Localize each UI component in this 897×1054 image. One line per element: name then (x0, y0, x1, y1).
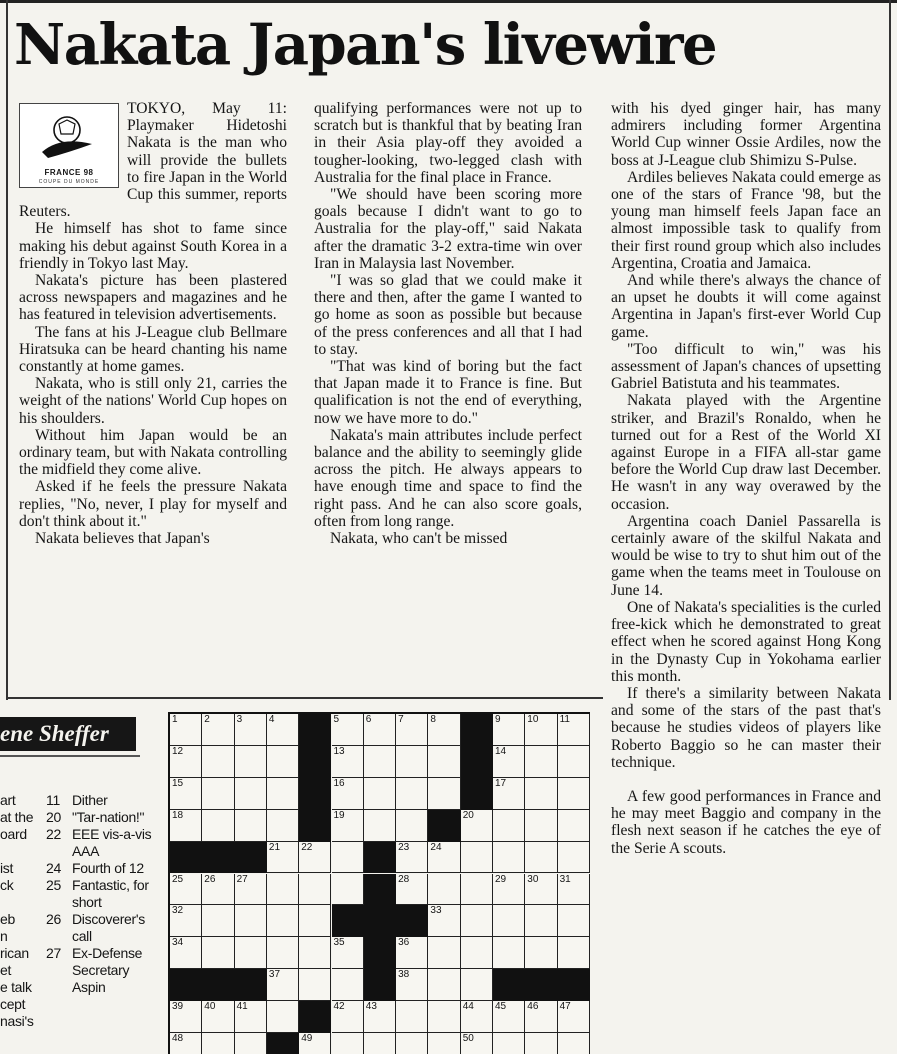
paragraph: Without him Japan would be an ordinary team, but with Nakata controlling the midfield they come alive. (19, 426, 287, 479)
cell-number: 20 (462, 809, 474, 821)
grid-cell[interactable] (202, 1033, 234, 1054)
paragraph: Nakata, who can't be missed (330, 530, 508, 548)
grid-cell[interactable] (493, 1033, 525, 1054)
grid-cell[interactable] (170, 1001, 202, 1033)
cell-number: 41 (236, 1001, 248, 1013)
grid-cell[interactable] (170, 714, 202, 746)
grid-cell[interactable] (267, 810, 299, 842)
black-square (267, 1033, 299, 1054)
grid-cell[interactable] (493, 746, 525, 778)
grid-cell[interactable] (235, 937, 267, 969)
black-square (396, 905, 428, 937)
cell-number: 21 (268, 841, 281, 853)
grid-cell[interactable] (235, 810, 267, 842)
grid-cell[interactable] (235, 778, 267, 810)
grid-cell[interactable] (525, 1033, 557, 1054)
black-square (461, 714, 493, 746)
cell-number: 30 (527, 873, 539, 885)
grid-cell[interactable] (235, 1001, 267, 1033)
grid-cell[interactable] (267, 937, 299, 969)
paragraph: If there's a similarity between Nakata and some of the stars of the past that's because he studies videos of players like Roberto Baggio so he can master their technique. (611, 684, 881, 771)
grid-cell[interactable] (267, 842, 299, 874)
grid-cell[interactable] (428, 1033, 460, 1054)
grid-cell[interactable] (299, 842, 331, 874)
grid-cell[interactable] (396, 1001, 428, 1033)
clue-number: 24 (46, 860, 61, 876)
black-square (364, 905, 396, 937)
clue-text: Fourth of 12 (72, 860, 144, 876)
paragraph: Nakata believes that Japan's (35, 530, 210, 548)
grid-cell[interactable] (202, 746, 234, 778)
clue-fragment: n (0, 928, 8, 944)
right-column-rule (889, 0, 891, 700)
grid-cell[interactable] (364, 778, 396, 810)
black-square (525, 969, 557, 1001)
black-square (202, 969, 234, 1001)
black-square (364, 969, 396, 1001)
paragraph: "Too difficult to win," was his assessment of Japan's chances of upsetting Gabriel Batistuta and his teammates. (611, 340, 881, 393)
paragraph: And while there's always the chance of an upset he doubts it will come against Argentina in Japan's first-ever World Cup game. (611, 272, 881, 341)
cell-number: 27 (236, 873, 248, 885)
grid-cell[interactable] (202, 874, 234, 906)
black-square (332, 905, 364, 937)
cell-number: 48 (172, 1033, 184, 1044)
paragraph: "That was kind of boring but the fact that Japan made it to France is fine. But qualification is not the end of everything, now we have more to do." (314, 358, 582, 427)
cell-number: 46 (527, 1001, 539, 1013)
clue-fragment: ist (0, 860, 14, 876)
clue-fragment: oard (0, 826, 27, 842)
cell-number: 26 (204, 873, 216, 885)
cell-number: 6 (365, 714, 372, 725)
grid-cell[interactable] (461, 905, 493, 937)
clue-text: Discoverer's call (72, 911, 145, 944)
grid-cell[interactable] (428, 937, 460, 969)
grid-cell[interactable] (525, 746, 557, 778)
clue-item (46, 860, 164, 877)
clue-fragment: at the (0, 809, 34, 825)
grid-cell[interactable] (299, 937, 331, 969)
article-column-3 (611, 100, 881, 857)
cell-number: 32 (172, 905, 184, 917)
grid-cell[interactable] (267, 714, 299, 746)
grid-cell[interactable] (525, 937, 557, 969)
grid-cell[interactable] (332, 746, 364, 778)
clue-fragment: rican (0, 945, 29, 961)
paragraph: TOKYO, May 11: Playmaker Hidetoshi Nakata is the man who will provide the bullets to fire Japan in the World Cup this summer, reports Reuters. (19, 100, 287, 221)
grid-cell[interactable] (396, 810, 428, 842)
grid-cell[interactable] (235, 905, 267, 937)
grid-cell[interactable] (202, 905, 234, 937)
paragraph: Asked if he feels the pressure Nakata replies, "No, never, I play for myself and don't think about it." (19, 478, 287, 530)
grid-cell[interactable] (202, 778, 234, 810)
black-square (235, 969, 267, 1001)
grid-cell[interactable] (170, 937, 202, 969)
clue-number: 11 (46, 792, 60, 808)
grid-cell[interactable] (170, 874, 202, 906)
paragraph: with his dyed ginger hair, has many admirers including former Argentina World Cup winner Ossie Ardiles, now the boss at J-League club Shimizu S-Pulse. (611, 100, 881, 169)
grid-cell[interactable] (558, 714, 590, 746)
black-square (364, 937, 396, 969)
crossword-byline: ene Sheffer (0, 717, 136, 751)
world-cup-emblem-icon (40, 112, 94, 160)
grid-cell[interactable] (428, 874, 460, 906)
grid-cell[interactable] (461, 1033, 493, 1054)
cell-number: 2 (204, 714, 210, 725)
left-column-rule (6, 0, 8, 700)
headline: Nakata Japan's livewire (14, 12, 717, 78)
cell-number: 10 (527, 714, 539, 725)
cell-number: 24 (430, 841, 442, 853)
grid-cell[interactable] (170, 905, 202, 937)
grid-cell[interactable] (396, 778, 428, 810)
grid-cell[interactable] (493, 1001, 525, 1033)
cell-number: 5 (333, 714, 340, 725)
black-square (364, 842, 396, 874)
grid-cell[interactable] (428, 905, 460, 937)
cell-number: 25 (172, 873, 184, 885)
clue-fragment (0, 894, 46, 911)
cell-number: 14 (495, 745, 507, 757)
cell-number: 29 (495, 873, 507, 885)
paragraph: The fans at his J-League club Bellmare Hiratsuka can be heard chanting his name constantly at home games. (19, 323, 287, 376)
grid-cell[interactable] (558, 778, 590, 810)
grid-cell[interactable] (493, 937, 525, 969)
black-square (299, 746, 331, 778)
cell-number: 28 (398, 873, 410, 885)
logo-text: FRANCE 98 (44, 168, 94, 177)
grid-cell[interactable] (461, 874, 493, 906)
clue-text: EEE vis-a-vis AAA (72, 826, 152, 859)
cell-number: 37 (268, 969, 281, 981)
grid-cell[interactable] (461, 969, 493, 1001)
paragraph: He himself has shot to fame since making his debut against South Korea in a friendly in Tokyo last May. (19, 220, 287, 272)
grid-cell[interactable] (493, 842, 525, 874)
cell-number: 18 (172, 809, 184, 821)
clue-fragment: et (0, 962, 12, 978)
article-column-2 (314, 100, 582, 547)
cell-number: 22 (301, 841, 313, 853)
cell-number: 43 (365, 1001, 377, 1013)
grid-cell[interactable] (525, 842, 557, 874)
cell-number: 31 (559, 873, 571, 885)
clue-number: 22 (46, 826, 61, 842)
cell-number: 40 (204, 1001, 216, 1013)
grid-cell[interactable] (299, 905, 331, 937)
grid-cell[interactable] (396, 937, 428, 969)
grid-cell[interactable] (332, 1001, 364, 1033)
cell-number: 12 (172, 745, 184, 757)
paragraph: Ardiles believes Nakata could emerge as one of the stars of France '98, but the young man himself feels Japan face an almost impossible task to qualify from their first round group which also includes Argentina, Croatia and Jamaica. (611, 168, 881, 272)
grid-cell[interactable] (558, 1001, 590, 1033)
grid-cell[interactable] (461, 1001, 493, 1033)
grid-cell[interactable] (396, 874, 428, 906)
grid-cell[interactable] (558, 937, 590, 969)
black-square (461, 746, 493, 778)
grid-cell[interactable] (267, 778, 299, 810)
grid-cell[interactable] (202, 937, 234, 969)
grid-cell[interactable] (170, 1033, 202, 1054)
grid-cell[interactable] (493, 810, 525, 842)
cell-number: 33 (430, 905, 442, 917)
cell-number: 34 (172, 937, 184, 949)
cell-number: 13 (333, 745, 345, 757)
clue-number: 25 (46, 877, 61, 893)
grid-cell[interactable] (332, 810, 364, 842)
crossword-down-clues (46, 792, 164, 996)
grid-cell[interactable] (428, 746, 460, 778)
grid-cell[interactable] (364, 1033, 396, 1054)
grid-cell[interactable] (364, 714, 396, 746)
grid-cell[interactable] (461, 937, 493, 969)
black-square (428, 810, 460, 842)
grid-cell[interactable] (332, 937, 364, 969)
grid-cell[interactable] (428, 842, 460, 874)
cell-number: 8 (430, 714, 436, 725)
grid-cell[interactable] (558, 905, 590, 937)
black-square (461, 778, 493, 810)
grid-cell[interactable] (299, 874, 331, 906)
cell-number: 38 (398, 969, 410, 981)
clue-number: 26 (46, 911, 61, 927)
grid-cell[interactable] (493, 874, 525, 906)
grid-cell[interactable] (332, 969, 364, 1001)
cell-number: 19 (333, 809, 345, 821)
grid-cell[interactable] (202, 810, 234, 842)
cell-number: 44 (462, 1001, 474, 1013)
top-rule (0, 0, 897, 3)
clue-fragment: e talk (0, 979, 32, 995)
grid-cell[interactable] (558, 1033, 590, 1054)
grid-cell[interactable] (525, 874, 557, 906)
cell-number: 45 (495, 1001, 507, 1013)
cell-number: 36 (398, 937, 410, 949)
clue-item (46, 792, 164, 809)
grid-cell[interactable] (493, 905, 525, 937)
grid-cell[interactable] (235, 874, 267, 906)
black-square (558, 969, 590, 1001)
paragraph: One of Nakata's specialities is the curled free-kick which he demonstrated to great effect when he scored against Hong Kong in the Dynasty Cup in Yokohama earlier this month. (611, 598, 881, 685)
clue-fragment: eb (0, 911, 15, 927)
grid-cell[interactable] (428, 714, 460, 746)
clue-fragment: nasi's (0, 1013, 34, 1029)
black-square (493, 969, 525, 1001)
grid-cell[interactable] (396, 1033, 428, 1054)
cell-number: 9 (495, 714, 501, 725)
paragraph: Nakata, who is still only 21, carries the weight of the nations' World Cup hopes on his shoulders. (19, 375, 287, 427)
black-square (202, 842, 234, 874)
grid-cell[interactable] (461, 810, 493, 842)
black-square (299, 778, 331, 810)
clue-fragment (0, 843, 46, 860)
grid-cell[interactable] (267, 746, 299, 778)
grid-cell[interactable] (364, 810, 396, 842)
cell-number: 4 (268, 714, 275, 725)
black-square (170, 842, 202, 874)
grid-cell[interactable] (267, 969, 299, 1001)
grid-cell[interactable] (299, 969, 331, 1001)
paragraph: Nakata's picture has been plastered across newspapers and magazines and he has featured in television advertisements. (19, 272, 287, 324)
black-square (299, 714, 331, 746)
crossword-grid (168, 712, 590, 1054)
grid-cell[interactable] (525, 714, 557, 746)
clue-item (46, 945, 164, 996)
clue-item (46, 809, 164, 826)
grid-cell[interactable] (299, 1033, 331, 1054)
clue-text: "Tar-nation!" (72, 809, 145, 825)
grid-cell[interactable] (493, 714, 525, 746)
black-square (235, 842, 267, 874)
grid-cell[interactable] (525, 1001, 557, 1033)
black-square (364, 874, 396, 906)
grid-cell[interactable] (267, 1001, 299, 1033)
cropped-clue-fragments (0, 792, 46, 1030)
clue-fragment: cept (0, 996, 26, 1012)
grid-cell[interactable] (332, 714, 364, 746)
grid-cell[interactable] (267, 874, 299, 906)
black-square (299, 810, 331, 842)
grid-cell[interactable] (235, 746, 267, 778)
paragraph: A few good performances in France and he may meet Baggio and company in the flesh next season if he catches the eye of the Serie A scouts. (611, 787, 881, 857)
france-98-logo (19, 103, 119, 188)
clue-text: Dither (72, 792, 108, 808)
clue-text: Fantastic, for short (72, 877, 149, 910)
paragraph: "I was so glad that we could make it there and then, after the game I wanted to go home as soon as possible but because of the press conferences and all that I had to stay. (314, 272, 582, 358)
clue-item (46, 877, 164, 911)
grid-cell[interactable] (558, 842, 590, 874)
cell-number: 23 (398, 841, 410, 853)
clue-item (46, 911, 164, 945)
grid-cell[interactable] (332, 842, 364, 874)
cell-number: 47 (559, 1001, 571, 1013)
grid-cell[interactable] (202, 1001, 234, 1033)
clue-number: 27 (46, 945, 61, 961)
cell-number: 3 (236, 714, 243, 725)
grid-cell[interactable] (170, 778, 202, 810)
grid-cell[interactable] (558, 810, 590, 842)
black-square (170, 969, 202, 1001)
cell-number: 16 (333, 777, 345, 789)
cell-number: 49 (301, 1033, 313, 1044)
clue-number: 20 (46, 809, 61, 825)
cell-number: 1 (172, 714, 178, 725)
paragraph: Argentina coach Daniel Passarella is certainly aware of the skilful Nakata and would be wise to try to shut him out of the game when the teams meet in Toulouse on June 14. (611, 512, 881, 599)
clue-fragment: ck (0, 877, 14, 893)
grid-cell[interactable] (396, 969, 428, 1001)
grid-cell[interactable] (332, 874, 364, 906)
grid-cell[interactable] (235, 714, 267, 746)
grid-cell[interactable] (364, 1001, 396, 1033)
grid-cell[interactable] (364, 746, 396, 778)
cell-number: 7 (398, 714, 404, 725)
cell-number: 35 (333, 937, 345, 949)
clue-text: Ex-Defense Secretary Aspin (72, 945, 143, 995)
grid-cell[interactable] (267, 905, 299, 937)
grid-cell[interactable] (525, 810, 557, 842)
cell-number: 50 (462, 1033, 474, 1044)
grid-cell[interactable] (332, 778, 364, 810)
logo-subtext: COUPE DU MONDE (38, 179, 100, 185)
cell-number: 11 (559, 714, 570, 725)
grid-cell[interactable] (558, 746, 590, 778)
paragraph: qualifying performances were not up to scratch but is thankful that by beating Iran in their Asia play-off they avoided a tougher-looking, two-legged clash with Australia for the final place in France. (314, 100, 582, 186)
grid-cell[interactable] (170, 746, 202, 778)
paragraph: Nakata's main attributes include perfect balance and the ability to seemingly glide across the pitch. He always appears to have enough time and space to find the right pass. And he can also score goals, often from long range. (314, 426, 582, 530)
paragraph: "We should have been scoring more goals because I didn't want to go to Australia for the play-off," said Nakata after the dramatic 3-2 extra-time win over Iran in Malaysia last November. (314, 186, 582, 272)
section-divider (6, 697, 603, 699)
grid-cell[interactable] (558, 874, 590, 906)
cell-number: 17 (495, 777, 507, 789)
grid-cell[interactable] (396, 714, 428, 746)
grid-cell[interactable] (525, 778, 557, 810)
grid-cell[interactable] (428, 969, 460, 1001)
grid-cell[interactable] (170, 810, 202, 842)
grid-cell[interactable] (428, 778, 460, 810)
grid-cell[interactable] (396, 746, 428, 778)
clue-fragment: art (0, 792, 16, 808)
cell-number: 15 (172, 777, 184, 789)
clue-item (46, 826, 164, 860)
byline-rule (0, 755, 140, 757)
paragraph: Nakata played with the Argentine striker, and Brazil's Ronaldo, when he turned out for a Rest of the World XI against Europe in a FIFA all-star game before the World Cup draw last December. He wasn't in any way overawed by the occasion. (611, 392, 881, 513)
black-square (299, 1001, 331, 1033)
grid-cell[interactable] (428, 1001, 460, 1033)
cell-number: 42 (333, 1001, 345, 1013)
grid-cell[interactable] (493, 778, 525, 810)
grid-cell[interactable] (461, 842, 493, 874)
grid-cell[interactable] (525, 905, 557, 937)
grid-cell[interactable] (332, 1033, 364, 1054)
article-column-1 (19, 100, 287, 547)
grid-cell[interactable] (202, 714, 234, 746)
grid-cell[interactable] (235, 1033, 267, 1054)
grid-cell[interactable] (396, 842, 428, 874)
cell-number: 39 (172, 1001, 184, 1013)
